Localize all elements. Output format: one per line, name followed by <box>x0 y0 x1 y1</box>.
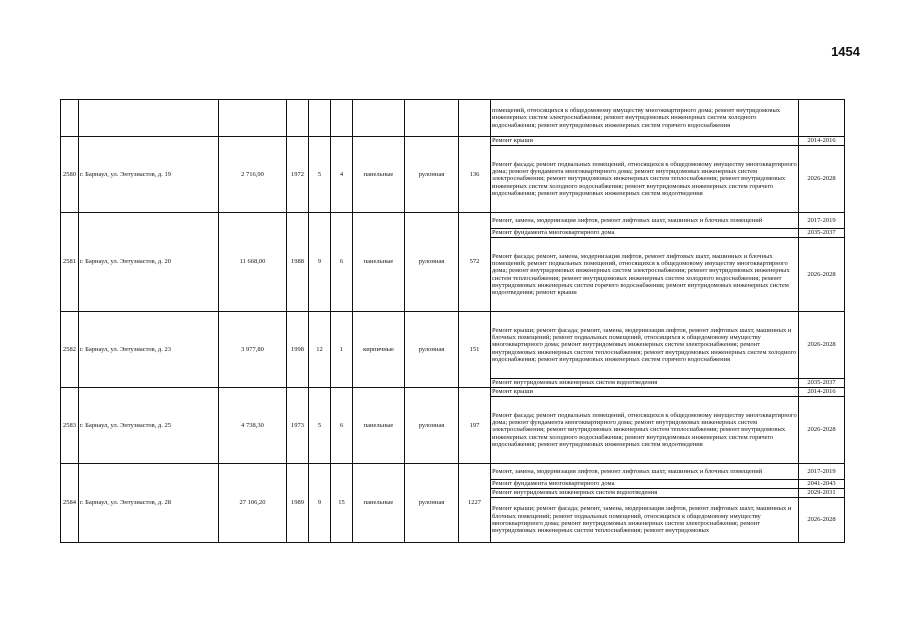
table-row <box>61 312 845 379</box>
works-cell: Ремонт крыши; ремонт фасада; ремонт, замена, модернизация лифтов, ремонт лифтовых шахт, машинных и блочных помещений; ремонт подвальных помещений, относящихся к общедомовому имуществу многоквартирного дома; ремонт внутридомовых инженерных систем электроснабжения; ремонт внутридомовых инженерных систем теплоснабжения; ремонт внутридомовых инженерных систем холодного водоснабжения; ремонт внутридомовых инженерных систем горячего водоснабжения <box>491 312 799 379</box>
walls-cell: панельные <box>353 464 405 543</box>
roof-cell: рулонная <box>405 213 459 312</box>
roof-cell: рулонная <box>405 312 459 388</box>
area-cell: 4 738,30 <box>219 388 287 464</box>
works-cell: Ремонт крыши <box>491 137 799 146</box>
works-cell: Ремонт, замена, модернизация лифтов, ремонт лифтовых шахт, машинных и блочных помещений <box>491 213 799 229</box>
works-cell: Ремонт фасада; ремонт, замена, модернизация лифтов, ремонт лифтовых шахт, машинных и блочных помещений; ремонт подвальных помещений, относящихся к общедомовому имуществу многоквартирного дома; ремонт внутридомовых инженерных систем электроснабжения; ремонт внутридомовых инженерных систем теплоснабжения; ремонт внутридомовых инженерных систем холодного водоснабжения; ремонт внутридомовых инженерных систем горячего водоснабжения; ремонт внутридомовых инженерных систем водоотведения; ремонт крыши <box>491 238 799 312</box>
works-cell: Ремонт, замена, модернизация лифтов, ремонт лифтовых шахт, машинных и блочных помещений <box>491 464 799 480</box>
row-number: 2581 <box>61 213 79 312</box>
period-cell: 2026-2028 <box>799 397 845 464</box>
floors-cell: 9 <box>309 213 331 312</box>
roof-cell: рулонная <box>405 137 459 213</box>
walls-cell: панельные <box>353 137 405 213</box>
table-row <box>61 213 845 229</box>
period-cell: 2026-2028 <box>799 238 845 312</box>
table-row <box>61 464 845 480</box>
apartments-cell: 1227 <box>459 464 491 543</box>
period-cell: 2029-2031 <box>799 489 845 498</box>
period-cell: 2017-2019 <box>799 213 845 229</box>
works-cell: Ремонт внутридомовых инженерных систем водоотведения <box>491 379 799 388</box>
period-cell: 2026-2028 <box>799 146 845 213</box>
apartments-cell: 136 <box>459 137 491 213</box>
roof-cell: рулонная <box>405 464 459 543</box>
works-cell: Ремонт фасада; ремонт подвальных помещений, относящихся к общедомовому имуществу многоквартирного дома; ремонт фундамента многоквартирного дома; ремонт внутридомовых инженерных систем электроснабжения; ремонт внутридомовых инженерных систем теплоснабжения; ремонт внутридомовых инженерных систем холодного водоснабжения; ремонт внутридомовых инженерных систем горячего водоснабжения; ремонт внутридомовых инженерных систем водоотведения <box>491 397 799 464</box>
walls-cell: панельные <box>353 388 405 464</box>
period-cell: 2035-2037 <box>799 229 845 238</box>
area-cell: 11 668,00 <box>219 213 287 312</box>
table-row-continuation <box>61 100 845 137</box>
entrances-cell: 6 <box>331 213 353 312</box>
address-cell: г. Барнаул, ул. Энтузиастов, д. 28 <box>79 464 219 543</box>
capital-repair-table <box>60 99 845 543</box>
row-number: 2582 <box>61 312 79 388</box>
works-cell: помещений, относящихся к общедомовому имуществу многоквартирного дома; ремонт внутридомовых инженерных систем электроснабжения; ремонт внутридомовых инженерных систем холодного водоснабжения; ремонт внутридомовых инженерных систем горячего водоснабжения <box>491 100 799 137</box>
period-cell: 2014-2016 <box>799 137 845 146</box>
period-cell: 2035-2037 <box>799 379 845 388</box>
period-cell: 2041-2043 <box>799 480 845 489</box>
period-cell: 2026-2028 <box>799 498 845 543</box>
year-cell: 1973 <box>287 388 309 464</box>
works-cell: Ремонт внутридомовых инженерных систем водоотведения <box>491 489 799 498</box>
row-number: 2583 <box>61 388 79 464</box>
table-row <box>61 388 845 397</box>
entrances-cell: 1 <box>331 312 353 388</box>
entrances-cell: 4 <box>331 137 353 213</box>
address-cell: г. Барнаул, ул. Энтузиастов, д. 23 <box>79 312 219 388</box>
page-number: 1454 <box>831 44 860 59</box>
entrances-cell: 6 <box>331 388 353 464</box>
apartments-cell: 197 <box>459 388 491 464</box>
walls-cell: панельные <box>353 213 405 312</box>
roof-cell: рулонная <box>405 388 459 464</box>
works-cell: Ремонт фундамента многоквартирного дома <box>491 229 799 238</box>
floors-cell: 12 <box>309 312 331 388</box>
area-cell: 27 106,20 <box>219 464 287 543</box>
entrances-cell: 15 <box>331 464 353 543</box>
works-cell: Ремонт фундамента многоквартирного дома <box>491 480 799 489</box>
period-cell: 2017-2019 <box>799 464 845 480</box>
year-cell: 1972 <box>287 137 309 213</box>
period-cell: 2026-2028 <box>799 312 845 379</box>
period-cell: 2014-2016 <box>799 388 845 397</box>
works-cell: Ремонт фасада; ремонт подвальных помещений, относящихся к общедомовому имуществу многоквартирного дома; ремонт фундамента многоквартирного дома; ремонт внутридомовых инженерных систем электроснабжения; ремонт внутридомовых инженерных систем теплоснабжения; ремонт внутридомовых инженерных систем холодного водоснабжения; ремонт внутридомовых инженерных систем горячего водоснабжения; ремонт внутридомовых инженерных систем водоотведения <box>491 146 799 213</box>
area-cell: 2 716,90 <box>219 137 287 213</box>
row-number: 2584 <box>61 464 79 543</box>
floors-cell: 9 <box>309 464 331 543</box>
year-cell: 1998 <box>287 312 309 388</box>
walls-cell: кирпичные <box>353 312 405 388</box>
apartments-cell: 151 <box>459 312 491 388</box>
row-number: 2580 <box>61 137 79 213</box>
year-cell: 1989 <box>287 464 309 543</box>
floors-cell: 5 <box>309 137 331 213</box>
works-cell: Ремонт крыши <box>491 388 799 397</box>
area-cell: 3 977,80 <box>219 312 287 388</box>
address-cell: г. Барнаул, ул. Энтузиастов, д. 20 <box>79 213 219 312</box>
apartments-cell: 572 <box>459 213 491 312</box>
floors-cell: 5 <box>309 388 331 464</box>
address-cell: г. Барнаул, ул. Энтузиастов, д. 25 <box>79 388 219 464</box>
works-cell: Ремонт крыши; ремонт фасада; ремонт, замена, модернизация лифтов, ремонт лифтовых шахт, машинных и блочных помещений; ремонт подвальных помещений, относящихся к общедомовому имуществу многоквартирного дома; ремонт внутридомовых инженерных систем электроснабжения; ремонт внутридомовых инженерных систем теплоснабжения; ремонт внутридомовых <box>491 498 799 543</box>
address-cell: г. Барнаул, ул. Энтузиастов, д. 19 <box>79 137 219 213</box>
year-cell: 1988 <box>287 213 309 312</box>
table-row <box>61 137 845 146</box>
